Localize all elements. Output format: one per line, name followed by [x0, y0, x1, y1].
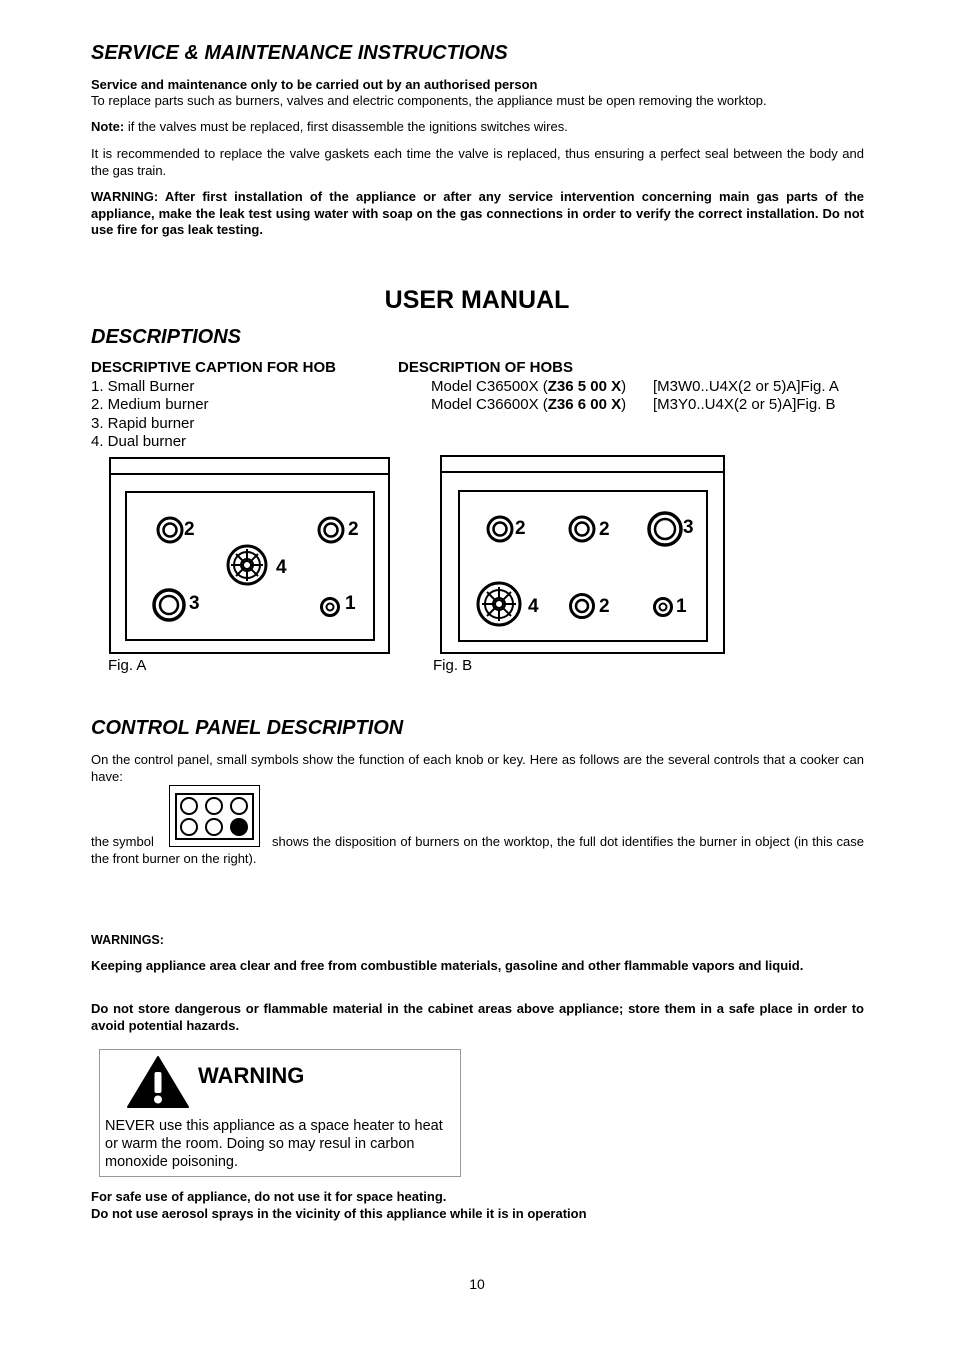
service-bold-line: Service and maintenance only to be carried out by an authorised person — [91, 77, 538, 92]
medium-burner-icon — [485, 514, 515, 544]
small-burner-icon — [319, 596, 341, 618]
hob-diagram-a — [109, 457, 390, 654]
burner-number: 4 — [276, 557, 287, 578]
figure-caption: Fig. B — [433, 657, 473, 674]
service-heading: SERVICE & MAINTENANCE INSTRUCTIONS — [91, 42, 508, 64]
dual-burner-icon — [225, 543, 269, 587]
page-number: 10 — [469, 1276, 485, 1292]
model-code: Z36 5 00 X — [547, 378, 622, 395]
figure-caption: Fig. A — [108, 657, 147, 674]
caption-list — [91, 378, 209, 451]
service-gasket-text: It is recommended to replace the valve gaskets each time the valve is replaced, thus ensuring a perfect seal between the body and the gas train. — [91, 146, 864, 178]
burner-number: 2 — [599, 596, 610, 617]
page-title: USER MANUAL — [384, 286, 570, 314]
list-item: 3. Rapid burner — [91, 414, 195, 432]
warning-triangle-icon — [126, 1055, 190, 1109]
warnings-heading: WARNINGS: — [91, 933, 164, 947]
model-row: Model C36600X (Z36 6 00 X) — [431, 396, 627, 413]
model-code: Z36 6 00 X — [547, 396, 622, 413]
warning-box — [99, 1049, 461, 1177]
service-line: To replace parts such as burners, valves and electric components, the appliance must be open removing the worktop. — [91, 93, 767, 108]
warning-box-text: NEVER use this appliance as a space heater to heat or warm the room. Doing so may resul in carbon monoxide poisoning. — [105, 1118, 443, 1170]
list-item: 2. Medium burner — [91, 396, 209, 414]
control-panel-heading: CONTROL PANEL DESCRIPTION — [91, 717, 404, 739]
burner-number: 2 — [599, 519, 610, 540]
burner-number: 2 — [515, 518, 526, 539]
model-spec: [M3Y0..U4X(2 or 5)A]Fig. B — [653, 396, 836, 413]
burner-number: 1 — [676, 596, 687, 617]
symbol-prefix: the symbol — [91, 834, 154, 849]
medium-burner-icon — [316, 515, 346, 545]
hob-back-edge — [442, 471, 723, 473]
rapid-burner-icon — [151, 587, 187, 623]
warning-item: Keeping appliance area clear and free from combustible materials, gasoline and other flammable vapors and liquid. — [91, 958, 804, 973]
model-spec: [M3W0..U4X(2 or 5)A]Fig. A — [653, 378, 839, 395]
descriptions-heading: DESCRIPTIONS — [91, 326, 242, 348]
dual-burner-icon — [475, 580, 523, 628]
final-warning: For safe use of appliance, do not use it for space heating. — [91, 1189, 447, 1204]
service-warning: WARNING: After first installation of the appliance or after any service intervention concerning main gas parts of the appliance, make the leak test using water with soap on the gas connections in order to verify the correct installation. Do not use fire for gas leak testing. — [91, 189, 864, 237]
hobs-heading: DESCRIPTION OF HOBS — [398, 359, 574, 376]
note-text: if the valves must be replaced, first disassemble the ignitions switches wires. — [124, 119, 568, 134]
caption-heading: DESCRIPTIVE CAPTION FOR HOB — [91, 359, 337, 376]
burner-number: 2 — [348, 519, 359, 540]
burner-number: 1 — [345, 593, 356, 614]
rapid-burner-icon — [646, 510, 684, 548]
control-panel-intro: On the control panel, small symbols show the function of each knob or key. Here as follows are the several controls that a cooker can have: — [91, 752, 864, 784]
medium-burner-icon — [155, 515, 185, 545]
list-item: 4. Dual burner — [91, 432, 187, 450]
list-item: 1. Small Burner — [91, 378, 195, 395]
service-note — [91, 119, 864, 136]
hob-diagram-b — [440, 455, 725, 654]
burner-number: 3 — [683, 517, 694, 538]
hob-back-edge — [111, 473, 388, 475]
burner-number: 3 — [189, 593, 200, 614]
warning-item: Do not store dangerous or flammable material in the cabinet areas above appliance; store them in a safe place in order to avoid potential hazards. — [91, 1001, 864, 1033]
small-burner-icon — [652, 596, 674, 618]
medium-burner-icon — [568, 592, 596, 620]
burner-number: 2 — [184, 519, 195, 540]
final-warning: Do not use aerosol sprays in the vicinity of this appliance while it is in operation — [91, 1206, 587, 1221]
medium-burner-icon — [567, 514, 597, 544]
model-row: Model C36500X (Z36 5 00 X) — [431, 378, 627, 395]
warning-box-title: WARNING — [198, 1063, 305, 1088]
symbol-description: shows the disposition of burners on the worktop, the full dot identifies the burner in object (in this case the front burner on the right). — [91, 834, 864, 866]
note-label: Note: — [91, 119, 125, 134]
burner-number: 4 — [528, 596, 539, 617]
